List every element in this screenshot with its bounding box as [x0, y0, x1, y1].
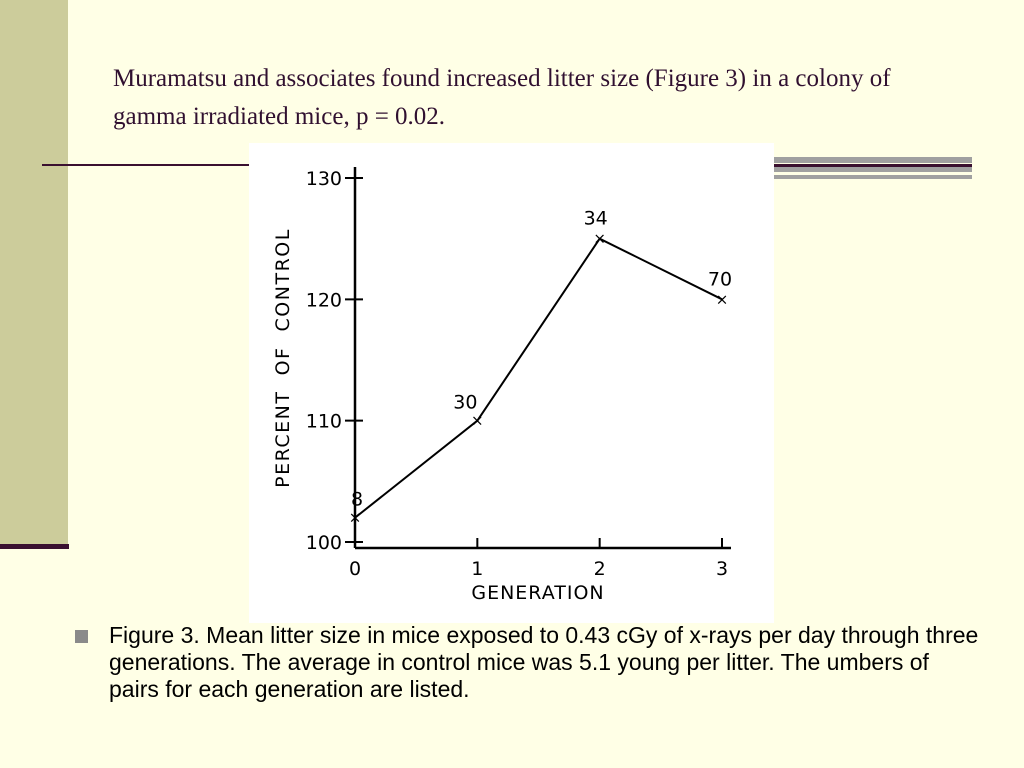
data-point-marker: ×: [471, 411, 484, 430]
figure-caption: Figure 3. Mean litter size in mice exposed to 0.43 cGy of x-rays per day through three generations. The average in control mice was 5.1 young per litter. The umbers of pairs for each generation are listed.: [109, 622, 979, 702]
y-tick-label: 130: [305, 168, 342, 190]
data-point-label: 70: [707, 268, 733, 291]
bullet-icon: [75, 630, 88, 643]
slide-title: Muramatsu and associates found increased litter size (Figure 3) in a colony of gamma irradiated mice, p = 0.02.: [113, 65, 891, 130]
y-tick-label: 120: [305, 289, 342, 312]
data-point-label: 34: [583, 207, 608, 230]
y-tick-label: 100: [305, 532, 342, 554]
y-axis-label: PERCENT OF CONTROL: [272, 228, 294, 488]
caption-block: [75, 622, 985, 703]
sidebar-underline: [0, 544, 69, 549]
title-rule-right: [774, 164, 972, 167]
title-rule-left: [42, 164, 252, 166]
data-point-marker: ×: [715, 290, 729, 309]
x-tick-label: 0: [348, 558, 362, 580]
x-tick-label: 3: [715, 558, 729, 580]
data-point-marker: ×: [348, 508, 362, 527]
x-tick-label: 1: [471, 558, 484, 580]
figure-panel: [249, 143, 774, 623]
line-chart: [249, 143, 774, 623]
data-point-label: 8: [350, 488, 364, 511]
y-tick-label: 110: [305, 410, 342, 433]
data-point-label: 30: [453, 391, 478, 414]
series-line: [355, 239, 722, 518]
sidebar-strip: [0, 0, 68, 546]
data-point-marker: ×: [593, 229, 606, 248]
title-rule-right-grey: [774, 157, 972, 179]
x-axis-label: GENERATION: [471, 582, 605, 604]
x-tick-label: 2: [593, 558, 606, 580]
